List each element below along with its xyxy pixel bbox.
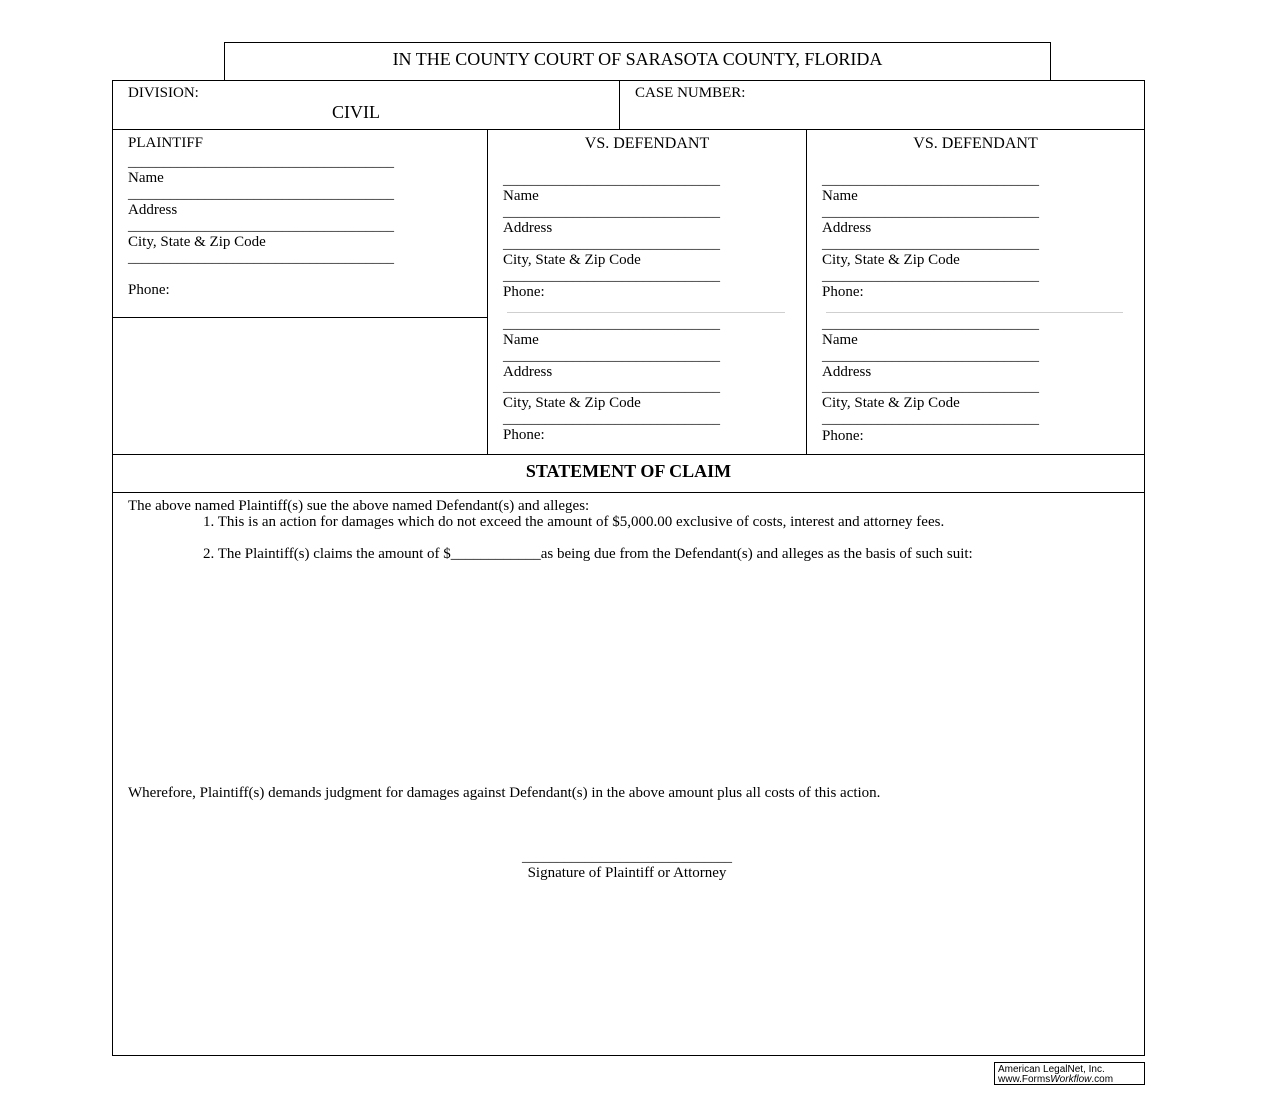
defendant-1a-phone-blank[interactable]: _______________________________ (503, 269, 720, 284)
plaintiff-address-blank[interactable]: ______________________________________ (128, 187, 394, 202)
plaintiff-heading: PLAINTIFF (128, 135, 204, 151)
defendant-2a-name-label: Name (822, 188, 858, 204)
signature-line[interactable]: ______________________________ (522, 850, 732, 865)
statement-heading: STATEMENT OF CLAIM (525, 461, 732, 481)
parties-divider-right (806, 129, 807, 455)
defendant-2a-address-blank[interactable]: _______________________________ (822, 205, 1039, 220)
defendant-2b-phone-label: Phone: (822, 428, 864, 444)
defendant-2a-address-label: Address (822, 220, 872, 236)
statement-heading-bottom (112, 492, 1145, 493)
division-value[interactable]: CIVIL (332, 102, 380, 122)
case-number-label: CASE NUMBER: (635, 85, 746, 101)
defendant-2b-address-blank[interactable]: _______________________________ (822, 349, 1039, 364)
plaintiff-phone-label: Phone: (128, 282, 170, 298)
court-title: IN THE COUNTY COURT OF SARASOTA COUNTY, FLORIDA (392, 49, 883, 69)
plaintiff-city-label: City, State & Zip Code (128, 234, 266, 250)
defendant-2a-city-label: City, State & Zip Code (822, 252, 960, 268)
plaintiff-phone-blank[interactable]: ______________________________________ (128, 251, 394, 266)
publisher-footer (994, 1062, 1145, 1085)
statement-item-2: 2. The Plaintiff(s) claims the amount of $____________as being due from the Defendant(s) and alleges as the basis of such suit: (203, 546, 973, 562)
defendant-1b-city-label: City, State & Zip Code (503, 395, 641, 411)
defendant-1b-address-label: Address (503, 364, 553, 380)
statement-intro: The above named Plaintiff(s) sue the above named Defendant(s) and alleges: (128, 498, 590, 514)
parties-section-bottom (112, 454, 1145, 455)
defendant-1a-city-label: City, State & Zip Code (503, 252, 641, 268)
defendant-2b-phone-blank[interactable]: _______________________________ (822, 412, 1039, 427)
defendant-2b-name-label: Name (822, 332, 858, 348)
defendant-heading: VS. DEFENDANT (584, 135, 710, 152)
defendant-1a-city-blank[interactable]: _______________________________ (503, 237, 720, 252)
defendant-1b-city-blank[interactable]: _______________________________ (503, 380, 720, 395)
defendant-1-separator (507, 312, 785, 313)
defendant-2a-phone-blank[interactable]: _______________________________ (822, 269, 1039, 284)
wherefore-clause: Wherefore, Plaintiff(s) demands judgment for damages against Defendant(s) in the above amount plus all costs of this action. (128, 785, 881, 801)
defendant-1a-address-label: Address (503, 220, 553, 236)
plaintiff-name-label: Name (128, 170, 164, 186)
defendant-heading: VS. DEFENDANT (913, 135, 1038, 152)
defendant-2a-city-blank[interactable]: _______________________________ (822, 237, 1039, 252)
defendant-2-separator (826, 312, 1123, 313)
defendant-1b-name-blank[interactable]: _______________________________ (503, 317, 720, 332)
publisher-name: American LegalNet, Inc. (998, 1064, 1105, 1075)
plaintiff-city-blank[interactable]: ______________________________________ (128, 219, 394, 234)
defendant-1b-phone-blank[interactable]: _______________________________ (503, 412, 720, 427)
parties-divider-left (487, 129, 488, 455)
plaintiff-address-label: Address (128, 202, 178, 218)
defendant-1a-phone-label: Phone: (503, 284, 545, 300)
defendant-1b-address-blank[interactable]: _______________________________ (503, 349, 720, 364)
defendant-2b-address-label: Address (822, 364, 872, 380)
defendant-2b-name-blank[interactable]: _______________________________ (822, 317, 1039, 332)
defendant-1a-name-blank[interactable]: _______________________________ (503, 173, 720, 188)
plaintiff-name-blank[interactable]: ______________________________________ (128, 155, 394, 170)
defendant-2a-phone-label: Phone: (822, 284, 864, 300)
defendant-1b-name-label: Name (503, 332, 539, 348)
statement-item-1: 1. This is an action for damages which do not exceed the amount of $5,000.00 exclusive of costs, interest and attorney fees. (203, 514, 945, 530)
defendant-1b-phone-label: Phone: (503, 427, 545, 443)
defendant-1a-address-blank[interactable]: _______________________________ (503, 205, 720, 220)
defendant-2a-name-blank[interactable]: _______________________________ (822, 173, 1039, 188)
division-label: DIVISION: (128, 85, 199, 101)
plaintiff-box-bottom (112, 317, 487, 318)
header-row-bottom (112, 129, 1145, 130)
defendant-1a-name-label: Name (503, 188, 539, 204)
defendant-2b-city-label: City, State & Zip Code (822, 395, 960, 411)
signature-label: Signature of Plaintiff or Attorney (527, 865, 727, 881)
division-divider (619, 80, 620, 130)
defendant-2b-city-blank[interactable]: _______________________________ (822, 380, 1039, 395)
publisher-url[interactable]: www.FormsWorkflow.com (998, 1074, 1114, 1085)
